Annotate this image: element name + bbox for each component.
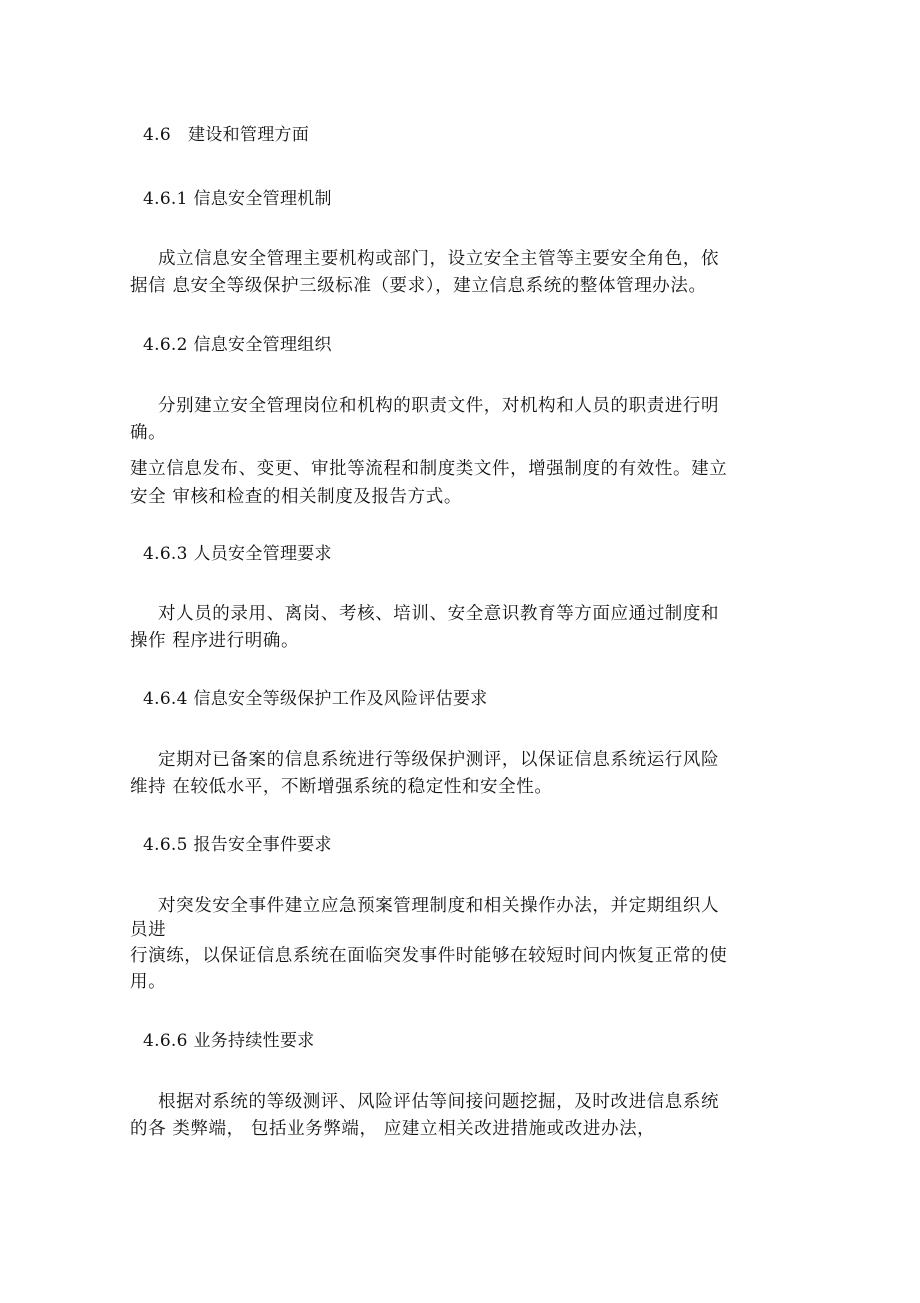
- paragraph-line: 定期对已备案的信息系统进行等级保护测评，以保证信息系统运行风险: [158, 750, 720, 770]
- paragraph-line: 建立信息发布、变更、审批等流程和制度类文件，增强制度的有效性。建立: [130, 459, 728, 479]
- paragraph-line: 对人员的录用、离岗、考核、培训、安全意识教育等方面应通过制度和: [158, 604, 720, 624]
- section-heading-4-6-6: 4.6.6 业务持续性要求: [143, 1031, 315, 1051]
- section-heading-4-6-2: 4.6.2 信息安全管理组织: [143, 335, 332, 355]
- paragraph-line: 用。: [130, 972, 167, 992]
- paragraph-line: 分别建立安全管理岗位和机构的职责文件，对机构和人员的职责进行明: [158, 396, 720, 416]
- paragraph-line: 操作 程序进行明确。: [130, 631, 300, 651]
- section-heading-4-6-1: 4.6.1 信息安全管理机制: [143, 189, 332, 209]
- section-heading-4-6-5: 4.6.5 报告安全事件要求: [143, 835, 332, 855]
- paragraph-line: 确。: [130, 423, 167, 443]
- paragraph-line: 的各 类弊端， 包括业务弊端， 应建立相关改进措施或改进办法，: [130, 1119, 656, 1139]
- paragraph-line: 根据对系统的等级测评、风险评估等间接问题挖掘，及时改进信息系统: [158, 1092, 720, 1112]
- section-heading-4-6-3: 4.6.3 人员安全管理要求: [143, 544, 332, 564]
- paragraph-line: 行演练，以保证信息系统在面临突发事件时能够在较短时间内恢复正常的使: [130, 946, 728, 966]
- section-heading-4-6-4: 4.6.4 信息安全等级保护工作及风险评估要求: [143, 689, 488, 709]
- paragraph-line: 据信 息安全等级保护三级标准（要求），建立信息系统的整体管理办法。: [130, 276, 707, 296]
- paragraph-line: 维持 在较低水平，不断增强系统的稳定性和安全性。: [130, 777, 553, 797]
- section-heading-4-6: 4.6 建设和管理方面: [143, 125, 310, 145]
- paragraph-line: 对突发安全事件建立应急预案管理制度和相关操作办法，并定期组织人: [158, 896, 720, 916]
- paragraph-line: 安全 审核和检查的相关制度及报告方式。: [130, 487, 462, 507]
- paragraph-line: 员进: [130, 920, 167, 940]
- paragraph-line: 成立信息安全管理主要机构或部门，设立安全主管等主要安全角色，依: [158, 249, 720, 269]
